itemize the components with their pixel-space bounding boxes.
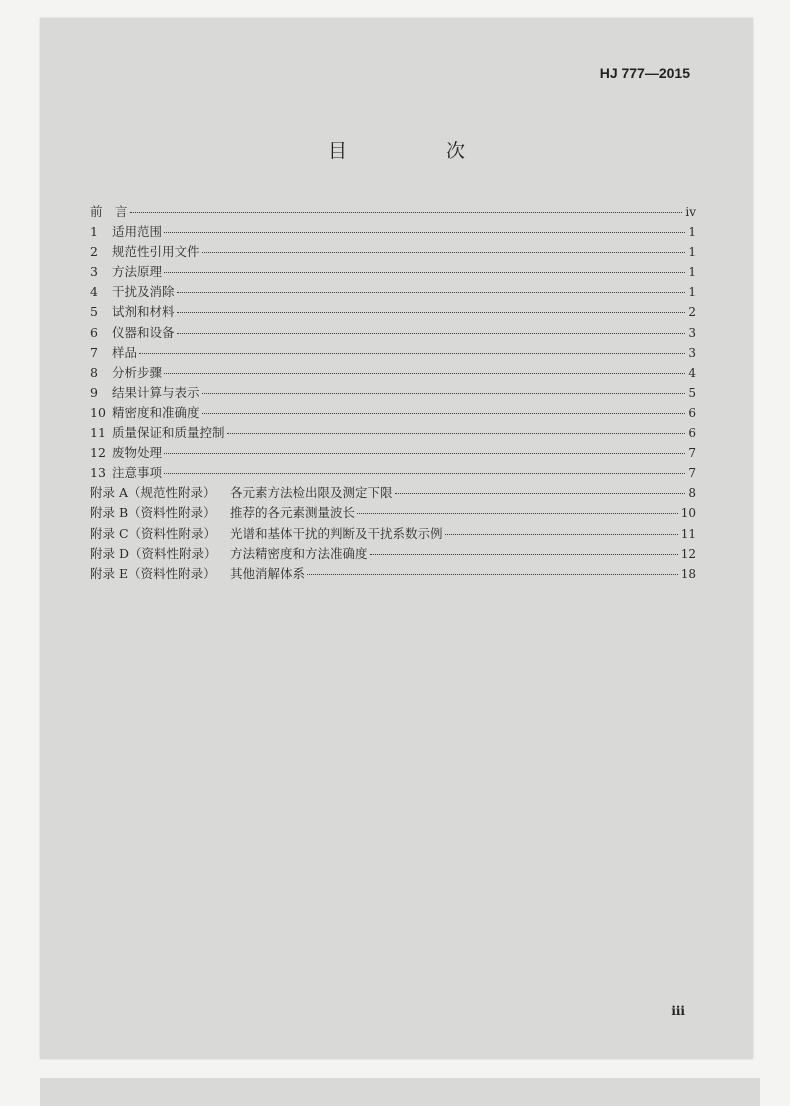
leader-dots [357, 513, 678, 514]
toc-entry-page: 18 [680, 566, 696, 581]
toc-entry-appendix [90, 503, 696, 523]
toc-entry-title: 方法原理 [112, 264, 163, 280]
toc-entry-number: 6 [90, 324, 98, 340]
toc-entry-page: 1 [688, 285, 696, 300]
toc-entry-page: 7 [688, 446, 696, 461]
toc-entry [90, 222, 696, 242]
table-of-contents [90, 202, 696, 584]
leader-dots [202, 252, 686, 253]
toc-entry-title: 适用范围 [112, 224, 163, 240]
toc-entry-title: 其他消解体系 [230, 565, 306, 581]
toc-entry-title: 结果计算与表示 [112, 384, 200, 400]
toc-entry-page: 12 [680, 546, 696, 561]
toc-entry-number: 10 [90, 404, 106, 420]
leader-dots [202, 413, 686, 414]
leader-dots [164, 232, 685, 233]
toc-entry-title: 仪器和设备 [112, 324, 175, 340]
toc-entry-title: 各元素方法检出限及测定下限 [230, 485, 393, 501]
toc-entry-number: 11 [90, 425, 106, 441]
toc-entry-number: 附录 A（规范性附录） [90, 485, 216, 501]
toc-entry-number: 附录 E（资料性附录） [90, 565, 216, 581]
toc-entry-title: 干扰及消除 [112, 284, 175, 300]
toc-entry-page: 11 [680, 526, 696, 541]
toc-entry-number: 7 [90, 344, 98, 360]
toc-entry-number: 5 [90, 304, 98, 320]
toc-entry-page: 7 [688, 466, 696, 481]
leader-dots [164, 453, 685, 454]
leader-dots [177, 333, 686, 334]
toc-entry-title: 规范性引用文件 [112, 244, 200, 260]
toc-entry-title: 废物处理 [112, 445, 163, 461]
toc-entry [90, 363, 696, 383]
toc-entry-page: 4 [688, 365, 696, 380]
next-page-edge [40, 1078, 760, 1106]
toc-entry-page: 1 [688, 265, 696, 280]
toc-entry-number: 附录 B（资料性附录） [90, 505, 216, 521]
toc-entry-appendix [90, 564, 696, 584]
leader-dots [395, 493, 686, 494]
toc-entry-page: 3 [688, 325, 696, 340]
toc-entry-number: 9 [90, 384, 98, 400]
toc-entry-page: 5 [688, 385, 696, 400]
toc-entry-page: 6 [688, 405, 696, 420]
toc-entry-page: 10 [680, 506, 696, 521]
toc-entry [90, 443, 696, 463]
toc-entry [90, 262, 696, 282]
toc-entry-title: 前 言 [90, 204, 128, 219]
leader-dots [139, 353, 685, 354]
page-title: 目 次 [327, 140, 505, 162]
leader-dots [445, 534, 678, 535]
toc-entry-number: 1 [90, 224, 98, 240]
toc-entry-title: 试剂和材料 [112, 304, 175, 320]
toc-entry-page: 2 [688, 305, 696, 320]
page-number: iii [671, 1004, 685, 1018]
toc-entry-number: 3 [90, 264, 98, 280]
toc-entry [90, 403, 696, 423]
toc-entry-page: 1 [688, 245, 696, 260]
toc-entry-page: 3 [688, 345, 696, 360]
toc-entry-appendix [90, 524, 696, 544]
toc-entry-number: 8 [90, 364, 98, 380]
toc-entry [90, 343, 696, 363]
toc-entry-page: 1 [688, 225, 696, 240]
toc-entry-title: 方法精密度和方法准确度 [230, 545, 368, 561]
leader-dots [177, 292, 686, 293]
toc-entry [90, 242, 696, 262]
toc-entry-number: 附录 D（资料性附录） [90, 545, 217, 561]
toc-entry-title: 推荐的各元素测量波长 [230, 505, 356, 521]
toc-entry-appendix [90, 544, 696, 564]
toc-entry [90, 302, 696, 322]
toc-entry-title: 注意事项 [112, 465, 163, 481]
toc-entry-page: 8 [688, 486, 696, 501]
toc-entry [90, 423, 696, 443]
toc-entry-title: 光谱和基体干扰的判断及干扰系数示例 [230, 525, 443, 541]
toc-entry-title: 分析步骤 [112, 364, 163, 380]
leader-dots [177, 312, 686, 313]
leader-dots [164, 272, 685, 273]
leader-dots [202, 393, 686, 394]
toc-entry-title: 样品 [112, 344, 138, 360]
toc-entry-page: 6 [688, 426, 696, 441]
toc-entry-title: 质量保证和质量控制 [112, 425, 225, 441]
leader-dots [227, 433, 686, 434]
standard-code: HJ 777—2015 [599, 65, 690, 81]
toc-entry [90, 202, 696, 222]
toc-entry [90, 383, 696, 403]
toc-entry-number: 附录 C（资料性附录） [90, 525, 217, 541]
toc-entry-number: 4 [90, 284, 98, 300]
document-page [40, 18, 753, 1059]
leader-dots [164, 373, 685, 374]
toc-entry-title: 精密度和准确度 [112, 404, 200, 420]
toc-entry-appendix [90, 483, 696, 503]
toc-entry-number: 2 [90, 244, 98, 260]
toc-entry [90, 323, 696, 343]
leader-dots [164, 473, 685, 474]
leader-dots [370, 554, 678, 555]
toc-entry [90, 463, 696, 483]
toc-entry-page: iv [685, 205, 696, 219]
toc-entry [90, 282, 696, 302]
toc-entry-number: 12 [90, 445, 106, 461]
toc-entry-number: 13 [90, 465, 106, 481]
leader-dots [307, 574, 678, 575]
leader-dots [130, 212, 683, 213]
